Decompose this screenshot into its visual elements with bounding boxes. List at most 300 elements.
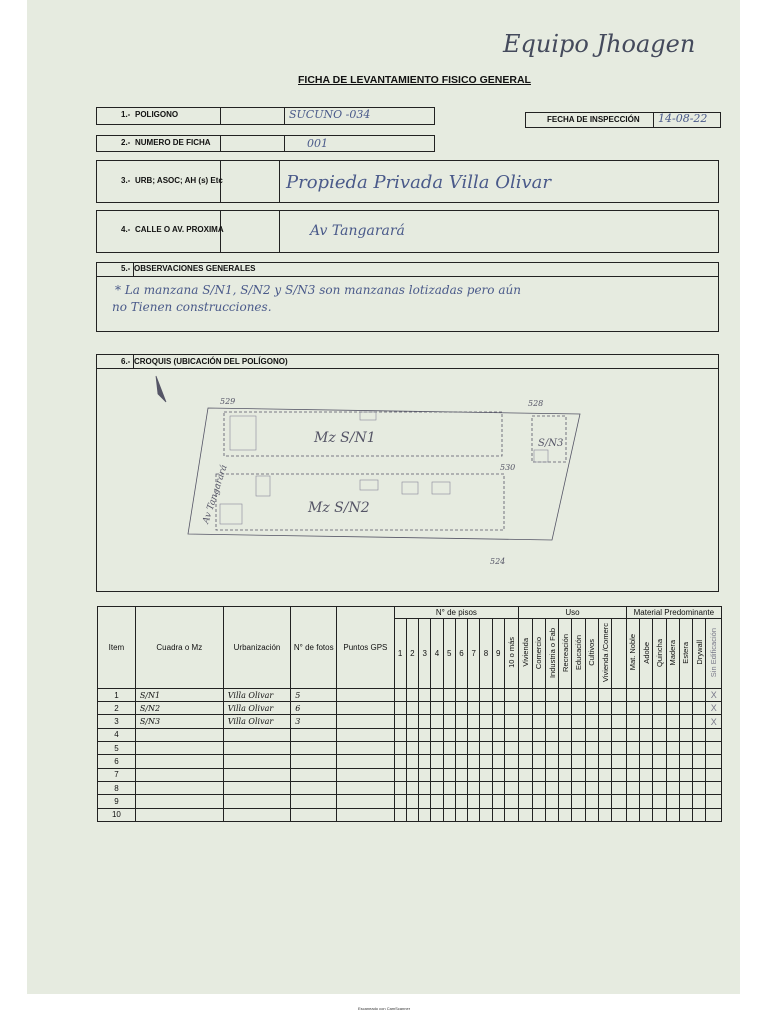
- grid-cell: [640, 781, 653, 794]
- grid-cell: [480, 688, 492, 701]
- grid-cell: [532, 768, 545, 781]
- table-row: [98, 728, 722, 741]
- grid-cell: [572, 808, 585, 821]
- grid-cell: [443, 755, 455, 768]
- point-label: 529: [220, 397, 236, 406]
- cuadra-cell: [135, 781, 223, 794]
- pisos-col-header: 8: [480, 619, 492, 689]
- croquis-sketch: [96, 354, 719, 592]
- grid-cell: [480, 808, 492, 821]
- grid-cell: [679, 728, 692, 741]
- grid-cell: [572, 755, 585, 768]
- table-row: [98, 781, 722, 794]
- grid-cell: [468, 768, 480, 781]
- pisos-col-header: 9: [492, 619, 504, 689]
- grid-cell: [519, 795, 532, 808]
- grid-cell: [626, 781, 639, 794]
- material-col-header: Adobe: [640, 619, 653, 689]
- material-col-header: Quincha: [653, 619, 666, 689]
- grid-cell: [468, 702, 480, 715]
- grid-cell: [480, 728, 492, 741]
- item-cell: 6: [98, 755, 136, 768]
- item-cell: 7: [98, 768, 136, 781]
- fotos-cell: 6: [291, 702, 337, 715]
- item-cell: 8: [98, 781, 136, 794]
- urbanizacion-cell: Villa Olivar: [223, 702, 290, 715]
- street-label: Av Tangarará: [201, 463, 230, 525]
- grid-cell: [545, 808, 558, 821]
- grid-cell: [492, 768, 504, 781]
- grid-cell: [545, 781, 558, 794]
- grid-cell: [545, 715, 558, 728]
- table-row: [98, 755, 722, 768]
- grid-cell: [626, 795, 639, 808]
- grid-cell: [545, 742, 558, 755]
- grid-cell: [640, 715, 653, 728]
- fecha-label: FECHA DE INSPECCIÓN: [547, 115, 640, 124]
- grid-cell: [559, 795, 572, 808]
- grid-cell: [666, 742, 679, 755]
- grid-cell: [545, 795, 558, 808]
- table-row: [98, 808, 722, 821]
- header-material: Material Predominante: [626, 607, 721, 619]
- grid-cell: [599, 768, 612, 781]
- grid-cell: [545, 728, 558, 741]
- grid-cell: [599, 688, 612, 701]
- fotos-cell: [291, 795, 337, 808]
- observaciones-line-1: * La manzana S/N1, S/N2 y S/N3 son manzanas lotizadas pero aún: [115, 283, 521, 297]
- grid-cell: [480, 742, 492, 755]
- block-label: S/N3: [538, 438, 564, 449]
- grid-cell: [693, 728, 706, 741]
- grid-cell: [504, 688, 518, 701]
- grid-cell: [394, 808, 406, 821]
- form-title: FICHA DE LEVANTAMIENTO FISICO GENERAL: [298, 74, 531, 86]
- grid-cell: [504, 768, 518, 781]
- grid-cell: [572, 795, 585, 808]
- gps-cell: [337, 755, 394, 768]
- grid-cell: [480, 715, 492, 728]
- grid-cell: [599, 781, 612, 794]
- grid-cell: [585, 702, 598, 715]
- grid-cell: [455, 755, 467, 768]
- uso-col-header: Vivienda: [519, 619, 532, 689]
- header-urbanizacion: Urbanización: [223, 607, 290, 689]
- header-cuadra: Cuadra o Mz: [135, 607, 223, 689]
- poligono-value: SUCUNO -034: [289, 108, 371, 121]
- grid-cell: [612, 795, 626, 808]
- material-col-header: Madera: [666, 619, 679, 689]
- grid-cell: [545, 768, 558, 781]
- north-arrow-icon: [156, 376, 166, 402]
- pisos-col-header: 3: [419, 619, 431, 689]
- grid-cell: [612, 688, 626, 701]
- grid-cell: [626, 768, 639, 781]
- grid-cell: [394, 728, 406, 741]
- grid-cell: [394, 715, 406, 728]
- grid-cell: [504, 728, 518, 741]
- grid-cell: [468, 715, 480, 728]
- urbanizacion-cell: [223, 728, 290, 741]
- inventory-table: [97, 606, 722, 822]
- ficha-number: 2.-: [121, 138, 131, 147]
- urbanizacion-cell: [223, 768, 290, 781]
- grid-cell: [443, 781, 455, 794]
- cuadra-cell: [135, 728, 223, 741]
- table-row: [98, 742, 722, 755]
- grid-cell: [504, 795, 518, 808]
- grid-cell: [693, 742, 706, 755]
- uso-col-header: Recreación: [559, 619, 572, 689]
- fotos-cell: [291, 768, 337, 781]
- grid-cell: [559, 688, 572, 701]
- grid-cell: [545, 755, 558, 768]
- point-label: 528: [528, 399, 544, 408]
- grid-cell: [443, 702, 455, 715]
- fotos-cell: 5: [291, 688, 337, 701]
- calle-label: CALLE O AV. PROXIMA: [135, 225, 224, 234]
- grid-cell: [480, 768, 492, 781]
- grid-cell: [492, 781, 504, 794]
- grid-cell: [679, 688, 692, 701]
- grid-cell: [431, 715, 443, 728]
- pisos-col-header: 5: [443, 619, 455, 689]
- grid-cell: [626, 688, 639, 701]
- item-cell: 3: [98, 715, 136, 728]
- urb-number: 3.-: [121, 176, 131, 185]
- fecha-value: 14-08-22: [658, 112, 708, 125]
- grid-cell: [468, 688, 480, 701]
- grid-cell: [585, 728, 598, 741]
- croquis-label: CROQUIS (UBICACIÓN DEL POLÍGONO): [134, 357, 288, 366]
- grid-cell: [653, 715, 666, 728]
- grid-cell: [406, 781, 418, 794]
- grid-cell: [706, 808, 722, 821]
- grid-cell: [419, 755, 431, 768]
- grid-cell: [640, 702, 653, 715]
- grid-cell: [626, 808, 639, 821]
- grid-cell: [626, 742, 639, 755]
- grid-cell: [599, 728, 612, 741]
- grid-cell: [666, 768, 679, 781]
- grid-cell: [640, 755, 653, 768]
- material-col-header: Sin Edificación: [706, 619, 722, 689]
- grid-cell: [480, 755, 492, 768]
- observaciones-label: OBSERVACIONES GENERALES: [134, 264, 256, 273]
- grid-cell: [640, 768, 653, 781]
- grid-cell: [455, 702, 467, 715]
- table-row: [98, 715, 722, 728]
- grid-cell: [394, 688, 406, 701]
- grid-cell: [572, 728, 585, 741]
- urbanizacion-cell: [223, 755, 290, 768]
- grid-cell: [679, 795, 692, 808]
- item-cell: 2: [98, 702, 136, 715]
- grid-cell: [519, 715, 532, 728]
- grid-cell: [532, 742, 545, 755]
- grid-cell: [559, 715, 572, 728]
- grid-cell: [640, 795, 653, 808]
- grid-cell: [693, 795, 706, 808]
- cuadra-cell: S/N2: [135, 702, 223, 715]
- item-cell: 1: [98, 688, 136, 701]
- item-cell: 5: [98, 742, 136, 755]
- pisos-col-header: 1: [394, 619, 406, 689]
- grid-cell: [455, 781, 467, 794]
- grid-cell: [572, 781, 585, 794]
- grid-cell: [653, 755, 666, 768]
- grid-cell: [612, 728, 626, 741]
- grid-cell: [455, 728, 467, 741]
- grid-cell: [545, 688, 558, 701]
- ficha-value: 001: [307, 137, 328, 150]
- cuadra-cell: [135, 742, 223, 755]
- grid-cell: [394, 768, 406, 781]
- block-label: Mz S/N1: [314, 430, 376, 446]
- grid-cell: [394, 702, 406, 715]
- grid-cell: [468, 795, 480, 808]
- grid-cell: [666, 755, 679, 768]
- grid-cell: [419, 715, 431, 728]
- scanner-footer: Escaneado con CamScanner: [358, 1006, 411, 1011]
- grid-cell: [585, 688, 598, 701]
- grid-cell: [653, 768, 666, 781]
- grid-cell: [519, 728, 532, 741]
- gps-cell: [337, 688, 394, 701]
- grid-cell: [693, 808, 706, 821]
- grid-cell: [443, 728, 455, 741]
- grid-cell: [419, 768, 431, 781]
- fotos-cell: [291, 728, 337, 741]
- grid-cell: [431, 742, 443, 755]
- grid-cell: [532, 702, 545, 715]
- grid-cell: [653, 688, 666, 701]
- grid-cell: [492, 742, 504, 755]
- item-cell: 10: [98, 808, 136, 821]
- grid-cell: [443, 808, 455, 821]
- grid-cell: [431, 702, 443, 715]
- urbanizacion-cell: [223, 795, 290, 808]
- pisos-col-header: 4: [431, 619, 443, 689]
- grid-cell: [585, 742, 598, 755]
- grid-cell: [519, 688, 532, 701]
- header-gps: Puntos GPS: [337, 607, 394, 689]
- grid-cell: [679, 742, 692, 755]
- grid-cell: [599, 755, 612, 768]
- fotos-cell: 3: [291, 715, 337, 728]
- grid-cell: [504, 808, 518, 821]
- grid-cell: [572, 702, 585, 715]
- gps-cell: [337, 702, 394, 715]
- calle-number: 4.-: [121, 225, 131, 234]
- grid-cell: [406, 728, 418, 741]
- ficha-label: NUMERO DE FICHA: [135, 138, 211, 147]
- grid-cell: [455, 795, 467, 808]
- grid-cell: [612, 781, 626, 794]
- grid-cell: [480, 781, 492, 794]
- grid-cell: [468, 781, 480, 794]
- grid-cell: [455, 808, 467, 821]
- grid-cell: [431, 755, 443, 768]
- grid-cell: [419, 781, 431, 794]
- uso-col-header: Vivienda /Comerc: [599, 619, 612, 689]
- grid-cell: [406, 702, 418, 715]
- grid-cell: [532, 755, 545, 768]
- grid-cell: [545, 702, 558, 715]
- grid-cell: [559, 728, 572, 741]
- material-col-header: Drywall: [693, 619, 706, 689]
- item-cell: 4: [98, 728, 136, 741]
- grid-cell: [599, 742, 612, 755]
- grid-cell: [559, 768, 572, 781]
- grid-cell: [666, 715, 679, 728]
- grid-cell: [679, 768, 692, 781]
- grid-cell: [612, 715, 626, 728]
- grid-cell: [504, 742, 518, 755]
- grid-cell: [572, 742, 585, 755]
- grid-cell: [572, 688, 585, 701]
- grid-cell: [653, 702, 666, 715]
- grid-cell: [455, 688, 467, 701]
- grid-cell: [706, 728, 722, 741]
- grid-cell: [679, 808, 692, 821]
- grid-cell: [585, 755, 598, 768]
- grid-cell: [532, 728, 545, 741]
- fotos-cell: [291, 808, 337, 821]
- observaciones-line-2: no Tienen construcciones.: [112, 300, 272, 314]
- grid-cell: [666, 808, 679, 821]
- grid-cell: [612, 755, 626, 768]
- grid-cell: [585, 808, 598, 821]
- grid-cell: [559, 702, 572, 715]
- uso-col-header: Cultivos: [585, 619, 598, 689]
- grid-cell: [519, 702, 532, 715]
- grid-cell: [480, 795, 492, 808]
- grid-cell: [504, 781, 518, 794]
- pisos-col-header: 6: [455, 619, 467, 689]
- table-row: [98, 688, 722, 701]
- grid-cell: [532, 715, 545, 728]
- grid-cell: [431, 808, 443, 821]
- grid-cell: [559, 755, 572, 768]
- grid-cell: [666, 728, 679, 741]
- team-name: Equipo Jhoagen: [503, 30, 696, 58]
- grid-cell: [679, 781, 692, 794]
- pisos-col-header: 7: [468, 619, 480, 689]
- grid-cell: [532, 808, 545, 821]
- fotos-cell: [291, 781, 337, 794]
- grid-cell: [572, 768, 585, 781]
- grid-cell: [559, 808, 572, 821]
- grid-cell: [706, 742, 722, 755]
- grid-cell: [653, 781, 666, 794]
- grid-cell: [431, 768, 443, 781]
- grid-cell: [492, 688, 504, 701]
- grid-cell: [585, 795, 598, 808]
- material-col-header: Estera: [679, 619, 692, 689]
- grid-cell: [532, 795, 545, 808]
- grid-cell: [431, 728, 443, 741]
- grid-cell: [419, 728, 431, 741]
- gps-cell: [337, 781, 394, 794]
- grid-cell: [559, 781, 572, 794]
- item-cell: 9: [98, 795, 136, 808]
- grid-cell: [394, 795, 406, 808]
- gps-cell: [337, 715, 394, 728]
- grid-cell: [394, 755, 406, 768]
- grid-cell: [431, 781, 443, 794]
- grid-cell: [468, 728, 480, 741]
- grid-cell: [394, 742, 406, 755]
- gps-cell: [337, 768, 394, 781]
- grid-cell: [431, 795, 443, 808]
- grid-cell: [406, 742, 418, 755]
- grid-cell: [599, 702, 612, 715]
- grid-cell: [640, 728, 653, 741]
- poligono-number: 1.-: [121, 110, 131, 119]
- grid-cell: [626, 715, 639, 728]
- grid-cell: X: [706, 715, 722, 728]
- pisos-col-header: 2: [406, 619, 418, 689]
- grid-cell: [679, 755, 692, 768]
- grid-cell: [572, 715, 585, 728]
- grid-cell: [519, 742, 532, 755]
- grid-cell: [666, 688, 679, 701]
- grid-cell: X: [706, 702, 722, 715]
- gps-cell: [337, 808, 394, 821]
- cuadra-cell: [135, 755, 223, 768]
- grid-cell: [653, 795, 666, 808]
- grid-cell: [492, 795, 504, 808]
- grid-cell: [519, 755, 532, 768]
- urbanizacion-cell: [223, 808, 290, 821]
- grid-cell: [455, 768, 467, 781]
- grid-cell: [455, 742, 467, 755]
- point-label: 530: [500, 463, 516, 472]
- uso-col-header: Comercio: [532, 619, 545, 689]
- grid-cell: [519, 768, 532, 781]
- fotos-cell: [291, 742, 337, 755]
- calle-value: Av Tangarará: [310, 223, 405, 239]
- grid-cell: [468, 755, 480, 768]
- grid-cell: [612, 768, 626, 781]
- grid-cell: [443, 688, 455, 701]
- grid-cell: [519, 808, 532, 821]
- grid-cell: [504, 755, 518, 768]
- grid-cell: [419, 808, 431, 821]
- grid-cell: [443, 715, 455, 728]
- croquis-number: 6.-: [121, 357, 131, 366]
- grid-cell: [468, 742, 480, 755]
- grid-cell: [693, 688, 706, 701]
- grid-cell: [492, 755, 504, 768]
- grid-cell: [693, 702, 706, 715]
- grid-cell: [455, 715, 467, 728]
- grid-cell: X: [706, 688, 722, 701]
- grid-cell: [492, 728, 504, 741]
- grid-cell: [443, 768, 455, 781]
- grid-cell: [419, 795, 431, 808]
- grid-cell: [419, 688, 431, 701]
- header-pisos: N° de pisos: [394, 607, 519, 619]
- grid-cell: [394, 781, 406, 794]
- grid-cell: [653, 742, 666, 755]
- cuadra-cell: [135, 795, 223, 808]
- grid-cell: [585, 781, 598, 794]
- table-row: [98, 768, 722, 781]
- grid-cell: [585, 768, 598, 781]
- grid-cell: [443, 795, 455, 808]
